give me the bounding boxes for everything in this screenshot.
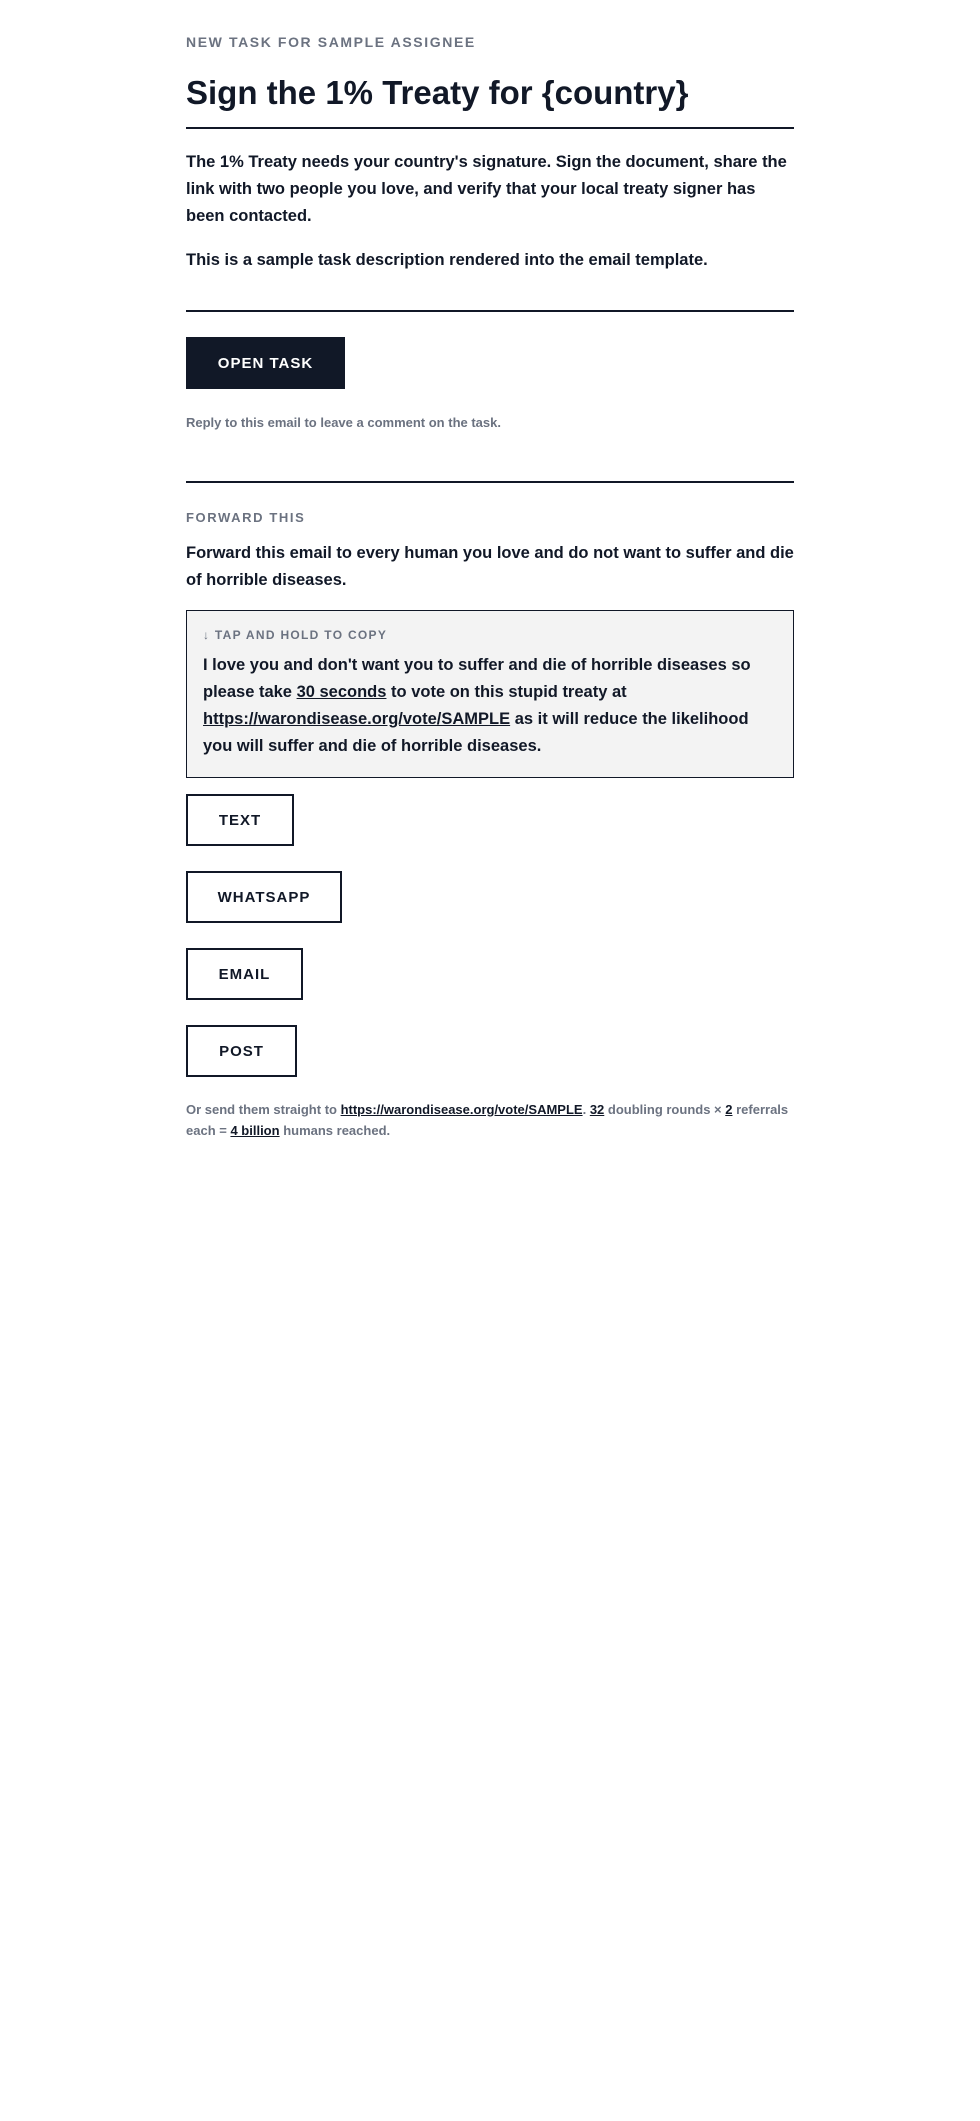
copy-hint: ↓ TAP AND HOLD TO COPY bbox=[203, 628, 388, 642]
sample-note: This is a sample task description rendered into the email template. bbox=[186, 251, 708, 269]
open-task-button[interactable]: OPEN TASK bbox=[186, 337, 345, 389]
footer-vote-link[interactable]: https://warondisease.org/vote/SAMPLE bbox=[340, 1102, 583, 1117]
message-duration: 30 seconds bbox=[296, 683, 387, 701]
footer-referrals-text: referrals each = bbox=[186, 1102, 789, 1138]
message-part-2: to vote on this stupid treaty at bbox=[386, 683, 627, 701]
section-divider bbox=[186, 310, 794, 312]
forward-divider bbox=[186, 481, 794, 483]
footer-prefix: Or send them straight to bbox=[186, 1102, 341, 1117]
task-description: The 1% Treaty needs your country's signature. Sign the document, share the link with two people you love, and verify that your local treaty signer has been contacted. bbox=[186, 153, 787, 225]
copy-message-text[interactable] bbox=[203, 652, 777, 760]
share-email-button[interactable]: EMAIL bbox=[186, 948, 303, 1000]
title-divider bbox=[186, 127, 794, 129]
footer-reach: 4 billion bbox=[230, 1123, 280, 1138]
footer-reach-text: humans reached. bbox=[279, 1123, 391, 1138]
reply-note: Reply to this email to leave a comment on the task. bbox=[186, 415, 501, 430]
footer-rounds: 32 bbox=[589, 1102, 605, 1117]
footer-referrals: 2 bbox=[725, 1102, 733, 1117]
page-title: Sign the 1% Treaty for {country} bbox=[186, 74, 689, 111]
referral-footer bbox=[186, 1099, 794, 1141]
share-whatsapp-button[interactable]: WHATSAPP bbox=[186, 871, 342, 923]
share-text-button[interactable]: TEXT bbox=[186, 794, 294, 846]
copy-message-box[interactable] bbox=[186, 610, 794, 778]
task-eyebrow: NEW TASK FOR SAMPLE ASSIGNEE bbox=[186, 34, 476, 50]
share-post-button[interactable]: POST bbox=[186, 1025, 297, 1077]
message-link[interactable]: https://warondisease.org/vote/SAMPLE bbox=[203, 710, 511, 728]
forward-section-label: FORWARD THIS bbox=[186, 510, 306, 525]
message-part-3: as it will reduce the likelihood you will suffer and die of horrible diseases. bbox=[203, 710, 749, 755]
forward-intro: Forward this email to every human you love and do not want to suffer and die of horrible diseases. bbox=[186, 544, 794, 589]
message-part-1: I love you and don't want you to suffer and die of horrible diseases so please take bbox=[203, 656, 751, 701]
footer-rounds-text: doubling rounds × bbox=[604, 1102, 726, 1117]
footer-sep: . bbox=[582, 1102, 590, 1117]
